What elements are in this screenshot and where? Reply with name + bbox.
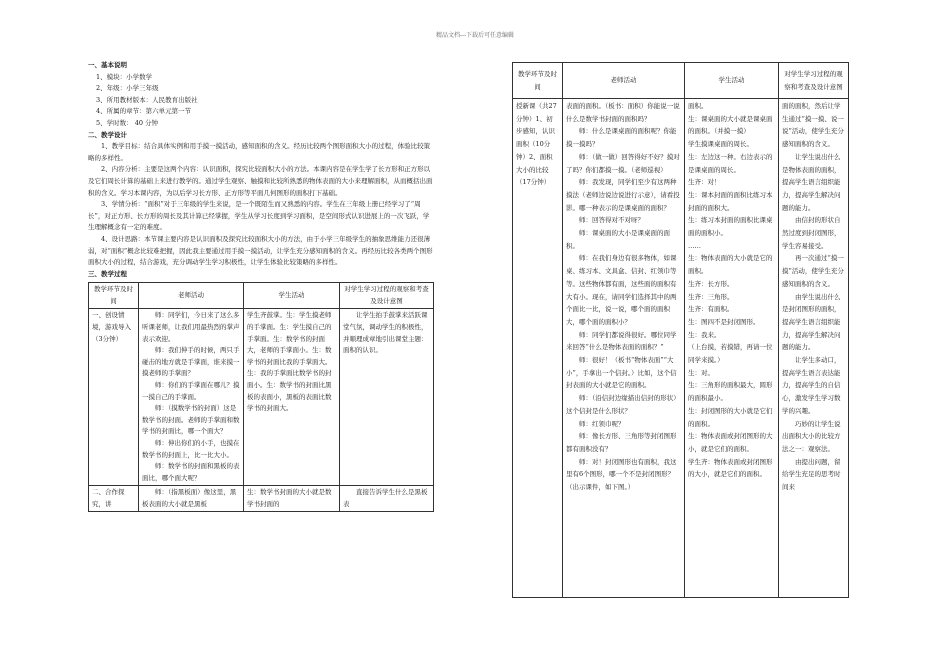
student-cell	[244, 486, 340, 512]
header-student: 学生活动	[685, 63, 779, 99]
teacher-line: 师：回答得对不对呀？	[579, 216, 644, 225]
teacher-line: 师：像长方形、三角形等封闭图形都有面积没有？	[566, 432, 677, 453]
table-row	[89, 309, 434, 486]
process-table-left	[88, 282, 434, 512]
student-cell	[685, 99, 779, 598]
right-page	[512, 62, 849, 598]
table-row	[513, 99, 849, 598]
student-line: 生：封闭图形的大小就是它们的面积。	[688, 406, 773, 428]
student-line: 生：图四不是封闭图形。	[688, 317, 760, 326]
table-header-row	[89, 283, 434, 309]
student-line: 生：我来。	[688, 330, 721, 339]
student-line: 学生摸课桌面的周长。	[688, 140, 753, 149]
stage-cell	[89, 309, 139, 486]
teacher-line: 师：你们的手掌面在哪儿？摸一摸自己的手掌面。	[142, 381, 240, 401]
teacher-cell	[139, 309, 244, 486]
student-line: 生：物体表面或封闭图形的大小，就是它们的面积。	[688, 432, 773, 453]
table-header-row	[513, 63, 849, 99]
student-line: 生：课桌面的大小就是课桌面的面积。（并摸一摸）	[688, 114, 773, 136]
student-text: 生：数学书封面的大小就是数学书封面的	[247, 488, 332, 508]
process-table-right	[512, 62, 849, 598]
teacher-line: 师：（摸数学书的封面）这是数学书的封面。老师的手掌面和数学书的封面比，哪一个面大？	[142, 404, 240, 436]
teacher-line: 师：数学书的封面和黑板的表面比，哪个面大呢？	[142, 462, 240, 482]
teacher-line: 师：同学们都说得很好。哪位同学来回答“什么是物体表面的面积？”	[566, 330, 677, 352]
design-line: 巧妙的让学生说出面积大小的比较方法之一：观察法。	[782, 419, 841, 453]
teacher-cell	[563, 99, 685, 598]
design-line: 再一次通过“摸一摸”活动，使学生充分感知面积的含义。	[782, 254, 844, 288]
teacher-line: 师：在我们身边有很多物体，如课桌、练习本、文具盒、信封、红领巾等等。这些物体都有面，这些面的面积有大有小。现在，请同学们选择其中的两个面比一比，说一说，哪个面的面积大，哪个面的面积小？	[566, 254, 677, 326]
stage-text: 二、合作探究，讲	[92, 488, 125, 508]
header-stage: 教学环节及时间	[89, 283, 139, 309]
student-line: 生齐：长方形。	[688, 279, 734, 288]
student-cell	[244, 309, 340, 486]
stage-text: 授新课（共27分钟）1、初步感知，认识面积（10分钟）2、面积大小的比较（17分钟）	[516, 102, 557, 187]
section-basic-title: 一、基本说明	[88, 61, 127, 69]
header-design: 对学生学习过程的观察和考查及设计意图	[340, 283, 434, 309]
stage-text: 一、创设情境，游戏导入（3分钟）	[92, 311, 131, 343]
teacher-line: 师：红领巾呢？	[579, 419, 625, 428]
header-student: 学生活动	[244, 283, 340, 309]
student-line: 生：对。	[688, 368, 714, 377]
section-process-title: 三、教学过程	[88, 269, 127, 278]
section-design-title: 二、教学设计	[88, 130, 127, 139]
content-analysis-paragraph: 2、内容分析：主要是这两个内容：认识面积，探究比较面积大小的方法。本课内容是在学生学了长方形和正方形以及它们周长计算的基础上来进行教学的。通过学生观察、触摸和比较所熟悉的物体表面的大小来理解面积，从而概括出面积的含义。学习本课内容，为以后学习长方形、正方形等平面几何图形的面积打下基础。	[88, 165, 433, 197]
teacher-line: 表面的面积。（板书：面积）你能说一说什么是数学书封面的面积吗？	[566, 102, 680, 123]
header-teacher: 老师活动	[139, 283, 244, 309]
teacher-line: 师：对！封闭图形也有面积，我这里有6个图形，哪一个不是封闭图形？（出示课件，如下图。）	[566, 457, 677, 492]
teacher-line: 师：伸出你们的小手，也摸在数学书的封面上，比一比大小。	[142, 439, 240, 459]
table-row	[89, 486, 434, 512]
learner-analysis-paragraph: 3、学情分析：“面积”对于三年级的学生来说，是一个既陌生而又熟悉的内容。学生在三年级上册已经学习了“周长”，对正方形、长方形的周长及其计算已经掌握，学生从学习长度到学习面积，是空间形式认识进展上的一次飞跃，学生理解概念有一定的难度。	[88, 200, 430, 232]
basic-info-item: 5、学时数： 40 分钟	[96, 118, 159, 127]
design-line: 由学生说出什么是封闭图形的面积，提高学生语言组织能力，提高学生解决问题的能力。	[782, 292, 841, 352]
teacher-cell	[139, 486, 244, 512]
student-line: 生：物体表面的大小就是它的面积。	[688, 254, 773, 276]
design-line: 让学生说出什么是物体表面的面积，提高学生语言组织能力，提高学生解决问题的能力。	[782, 152, 841, 212]
teacher-line: 师：什么是课桌面的面积呢？你能摸一摸吗？	[566, 127, 677, 149]
basic-info-item: 2、年级：小学三年级	[96, 84, 159, 93]
student-line: 学生齐：物体表面或封闭图形的大小，就是它们的面积。	[688, 457, 773, 479]
teacher-line: 师：（做一做）回答得好不好？摸对了吗？你们都摸一摸。（老师巡视）	[566, 152, 680, 174]
design-text: 让学生拍手鼓掌来活跃课堂气氛，调动学生的积极性，并顺理成章地引出课堂主题：面积的认识。	[343, 311, 428, 355]
student-line: 生齐：对！	[688, 178, 721, 187]
teacher-line: 师：同学们，今日来了这么多听课老师，让我们用最热烈的掌声表示欢迎。	[142, 311, 240, 343]
student-line: 生：左边这一种。右边表示的是课桌面的周长。	[688, 152, 773, 174]
teacher-line: 师：我发现，同学们至少有这两种摸法（老师边说边说进行示意），请看投影。哪一种表示的是课桌面的面积？	[566, 178, 680, 212]
student-line: 生：练习本封面的面积比课桌面的面积小。	[688, 216, 773, 238]
design-idea-paragraph: 4、设计思路：本节课主要内容是认识面积及探究比较面积大小的方法，由于小学三年级学生的抽象思维能力还很薄弱，对“面积”概念比较难把握，因此我主要通过用手摸一摸活动，让学生充分感知面积的含义。再经历比较各类两个图形面积大小的过程，结合游戏，充分调动学生学习积极性，让学生体验比较策略的多样性。	[88, 234, 433, 267]
basic-info-list	[88, 72, 433, 130]
header-teacher: 老师活动	[563, 63, 685, 99]
design-line: 让学生多动口，提高学生语言表达能力，提高学生的自信心，激发学生学习数学的兴趣。	[782, 356, 841, 415]
student-line: ……	[688, 241, 701, 250]
teacher-line: 师：（指黑板面）像这里，黑板表面的大小就是黑板	[142, 488, 237, 508]
header-stage: 教学环节及时间	[513, 63, 563, 99]
left-page	[88, 60, 433, 512]
design-goal-paragraph: 1、教学目标：结合具体实例和用手摸一摸活动，感知面积的含义。经历比较两个图形面积大小的过程，体验比较策略的多样性。	[88, 142, 431, 162]
basic-info-item: 4、所属的章节：第六单元第一节	[96, 107, 192, 116]
student-line: 生齐：三角形。	[688, 292, 734, 301]
student-line: 生：课本封面的面积比练习本封面的面积大。	[688, 190, 773, 212]
stage-cell	[89, 486, 139, 512]
student-line: 面积。	[688, 102, 708, 110]
watermark-text: 精品文档---下载后可任意编辑	[435, 32, 515, 39]
student-line: 生齐：有面积。	[688, 305, 734, 314]
design-text: 直接告诉学生什么是黑板表	[343, 488, 428, 508]
basic-info-item: 3、所用教材版本：人民教育出版社	[96, 95, 198, 104]
teacher-line: 师：我们伸手的时候，两只手碰击的地方就是手掌面，谁来摸一摸老师的手掌面？	[142, 346, 240, 378]
teacher-line: 师：课桌面的大小是课桌面的面积。	[566, 229, 670, 250]
stage-cell	[513, 99, 563, 598]
student-text: 学生齐鼓掌。生：学生摸老师的手掌面。生：学生摸自己的手掌面。生：数学书的封面大，老师的手掌面小。生：数学书的封面比我的手掌面大。生：我的手掌面比数学书的封面小。生：数学书的封面比黑板的表面小，黑板的表面比数学书的封面大。	[247, 311, 332, 413]
basic-info-item: 1、模块：小学数学	[96, 72, 153, 81]
header-design: 对学生学习过程的观察和考查及设计意图	[779, 63, 849, 99]
design-line: 由信封的形状自然过度到封闭图形，学生容易接受。	[782, 216, 841, 250]
student-line: 生：三角形的面积最大，圆形的面积最小。	[688, 381, 773, 403]
student-line: （上台摸，若摸错，再请一位同学来摸。）	[688, 343, 773, 365]
design-line: 由提出问题，留给学生充足的思考时间来	[782, 457, 841, 492]
design-cell	[340, 486, 434, 512]
teacher-line: 师：（沿信封边缘描出信封的形状）这个信封是什么形状？	[566, 394, 680, 415]
design-line: 面的面积，然后让学生通过“摸一摸、说一说”活动，使学生充分感知面积的含义。	[782, 102, 844, 149]
design-cell	[779, 99, 849, 598]
teacher-line: 师：很好！（板书“物体表面”“大小”，手拿出一个信封。）比如，这个信封表面的大小就是它的面积。	[566, 356, 677, 390]
design-cell	[340, 309, 434, 486]
